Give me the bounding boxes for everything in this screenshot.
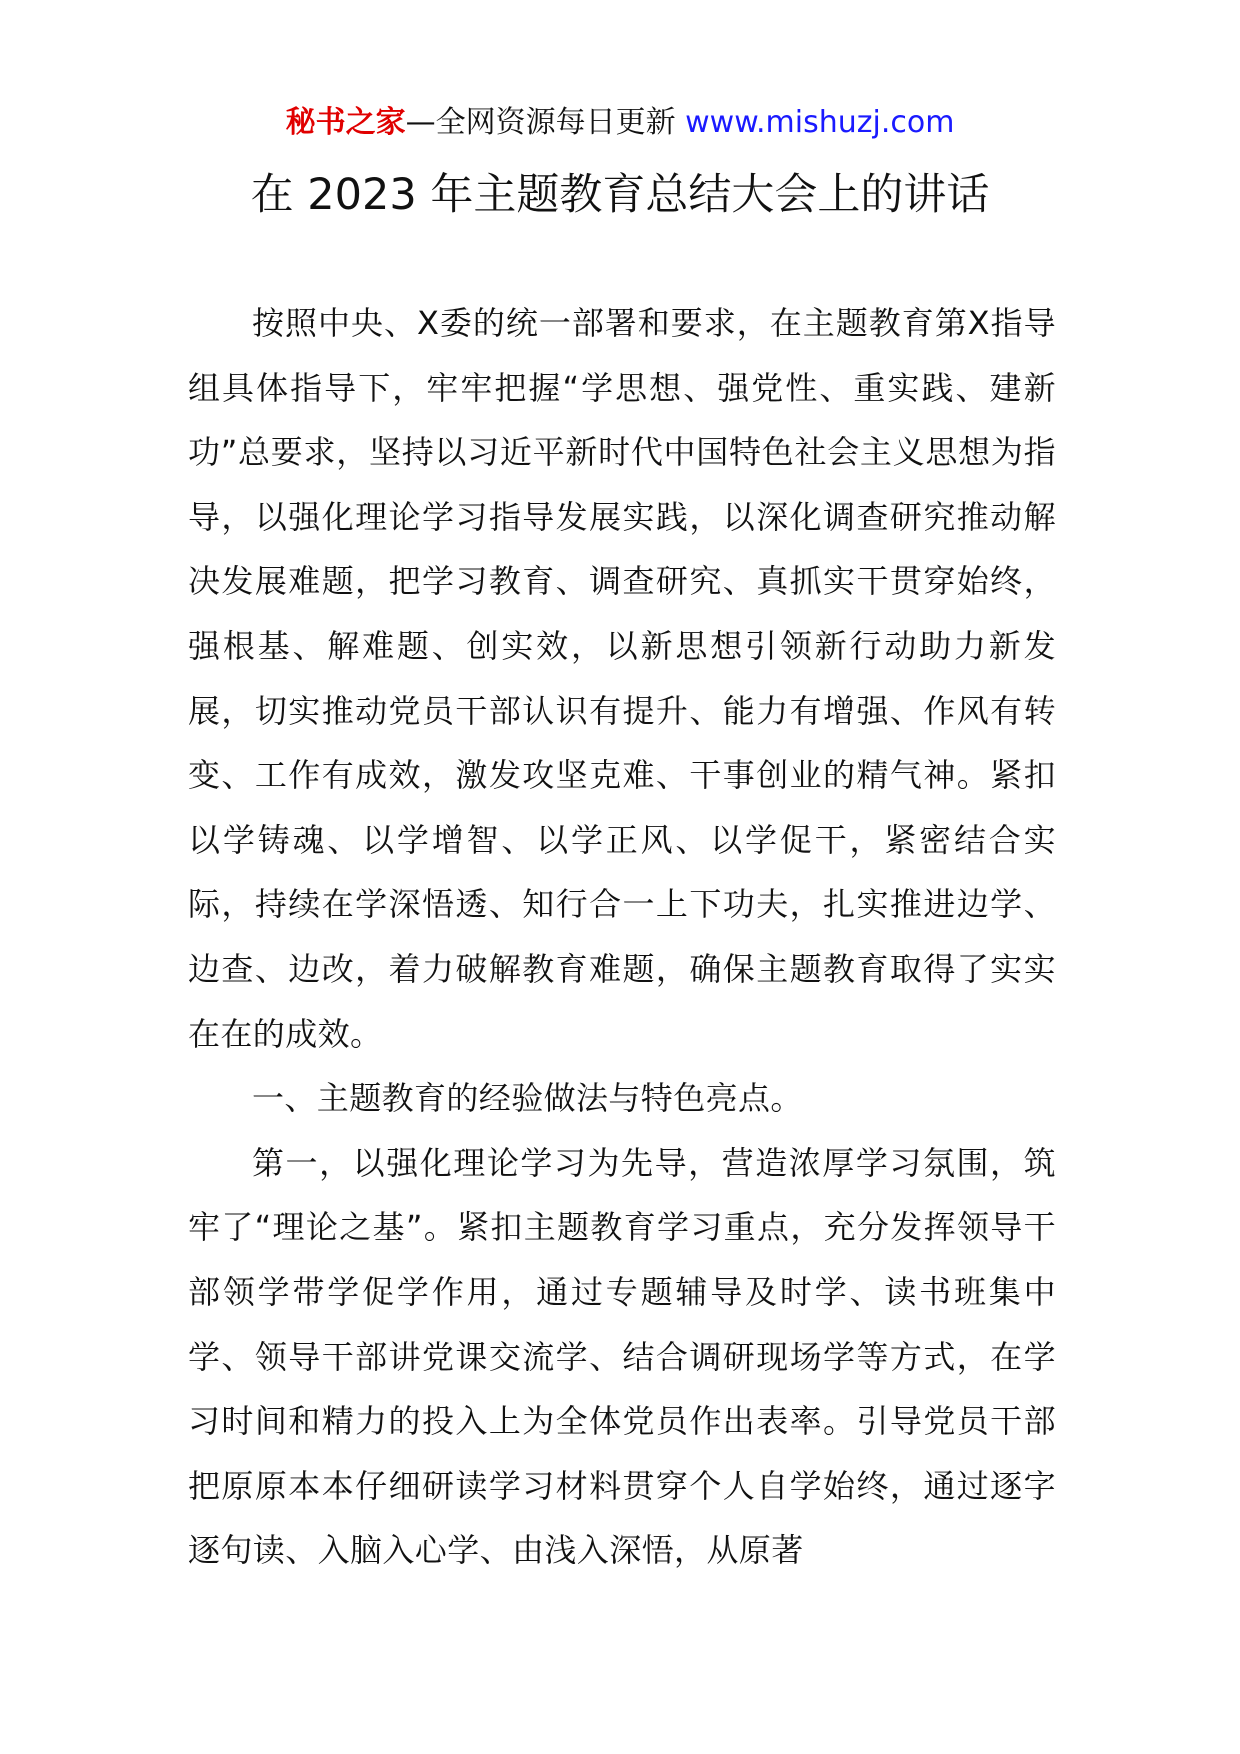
document-body — [188, 291, 1056, 1583]
section-heading: 一、主题教育的经验做法与特色亮点。 — [252, 1079, 803, 1118]
intro-paragraph: 按照中央、X委的统一部署和要求，在主题教育第X指导组具体指导下，牢牢把握“学思想、强党性、重实践、建新功”总要求，坚持以习近平新时代中国特色社会主义思想为指导，以强化理论学习指导发展实践，以深化调查研究推动解决发展难题，把学习教育、调查研究、真抓实干贯穿始终，强根基、解难题、创实效，以新思想引领新行动助力新发展，切实推动党员干部认识有提升、能力有增强、作风有转变、工作有成效，激发攻坚克难、干事创业的精气神。紧扣以学铸魂、以学增智、以学正风、以学促干，紧密结合实际，持续在学深悟透、知行合一上下功夫，扎实推进边学、边查、边改，着力破解教育难题，确保主题教育取得了实实在在的成效。 — [188, 304, 1056, 1053]
header-tagline: —全网资源每日更新 — [405, 105, 676, 140]
body-paragraph: 第一，以强化理论学习为先导，营造浓厚学习氛围，筑牢了“理论之基”。紧扣主题教育学习重点，充分发挥领导干部领学带学促学作用，通过专题辅导及时学、读书班集中学、领导干部讲党课交流学、结合调研现场学等方式，在学习时间和精力的投入上为全体党员作出表率。引导党员干部把原原本本仔细研读学习材料贯穿个人自学始终，通过逐字逐句读、入脑入心学、由浅入深悟，从原著 — [188, 1143, 1056, 1570]
site-header — [0, 100, 1240, 146]
brand-name: 秘书之家 — [285, 105, 406, 140]
site-url-link[interactable]: www.mishuzj.com — [685, 105, 955, 140]
document-title: 在 2023 年主题教育总结大会上的讲话 — [250, 170, 990, 220]
